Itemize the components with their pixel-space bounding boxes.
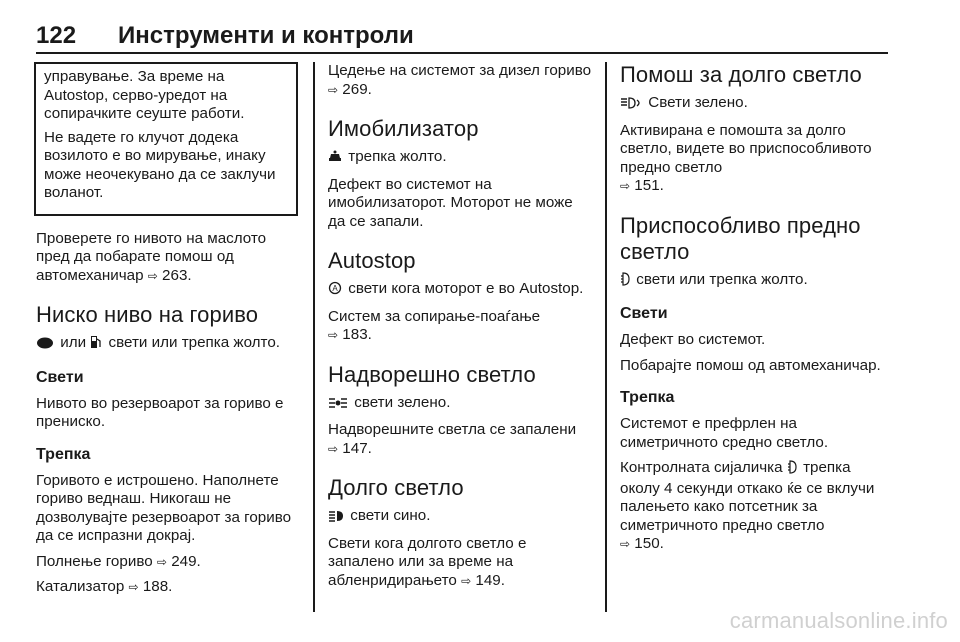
heading-low-fuel: Ниско ниво на гориво (36, 302, 259, 327)
high-beam-assist-icon (620, 96, 642, 115)
reference-arrow-icon: ⇨ (328, 82, 339, 97)
immobilizer-text: Дефект во системот на имобилизаторот. Моторот не може да се запали. (328, 175, 573, 230)
page-ref: 263. (162, 266, 192, 284)
header-rule (36, 52, 888, 54)
column-3 (620, 62, 894, 561)
adaptive-lit-p1: Дефект во системот. (620, 331, 766, 348)
page-header (36, 16, 888, 54)
adaptive-blink-p1: Системот е префрлен на симетричното средно светло. (620, 415, 829, 451)
heading-high-beam-assist: Помош за долго светло (620, 62, 862, 87)
reference-arrow-icon: ⇨ (620, 179, 631, 193)
catalyst-ref: Катализатор ⇨ 188. (36, 578, 173, 595)
adaptive-light-icon (620, 272, 630, 292)
high-beam-ref: Свети кога долгото светло е запалено или за време на абленридирањето ⇨ 149. (328, 534, 527, 589)
high-beam-icon (328, 509, 344, 528)
heading-blink: Трепка (620, 389, 675, 406)
low-fuel-desc: или свети или трепка жолто. (36, 334, 298, 355)
exterior-light-ref: Надворешните светла се запалени ⇨ 147. (328, 421, 577, 457)
note-paragraph-1: управување. За време на Autostop, серво-уредот на сопирачките сеуште работи. (44, 68, 245, 122)
adaptive-light-icon (787, 460, 797, 480)
reference-arrow-icon: ⇨ (328, 441, 339, 456)
autostop-icon (328, 281, 342, 301)
column-1 (36, 62, 298, 604)
diesel-drain-ref: Цедење на системот за дизел гориво ⇨ 269. (328, 62, 592, 98)
reference-arrow-icon: ⇨ (128, 580, 139, 594)
heading-lit: Свети (36, 368, 84, 386)
note-box (34, 62, 298, 216)
assist-ref: Активирана е помошта за долго светло, видете во приспособливото предно светло ⇨ 151. (620, 121, 872, 194)
note-paragraph-2: Не вадете го клучот додека возилото е во мирување, инаку може неочекувано да се заклучи воланот. (44, 128, 276, 201)
column-2 (328, 62, 592, 597)
reference-arrow-icon: ⇨ (461, 573, 472, 588)
fuel-drop-icon (36, 336, 54, 355)
page-number: 122 (36, 22, 77, 49)
reference-arrow-icon: ⇨ (620, 537, 631, 551)
assist-desc: Свети зелено. (620, 94, 894, 115)
heading-exterior-light: Надворешно светло (328, 361, 536, 387)
heading-high-beam: Долго светло (328, 475, 464, 500)
svg-text:A: A (332, 284, 338, 293)
chapter-title: Инструменти и контроли (118, 22, 414, 49)
exterior-light-desc: свети зелено. (328, 394, 592, 415)
oil-check-text: Проверете го нивото на маслото пред да побарате помош од автомеханичар ⇨ 263. (36, 229, 267, 284)
blink-desc: Горивото е истрошено. Наполнете гориво веднаш. Никогаш не дозволувајте резервоарот за гориво да се испразни докрај. (36, 471, 292, 544)
watermark: carmanualsonline.info (729, 608, 948, 633)
car-key-icon (328, 150, 342, 169)
autostop-ref: Систем за сопирање-поаѓање ⇨ 183. (328, 307, 541, 343)
reference-arrow-icon: ⇨ (156, 554, 167, 569)
high-beam-desc: свети сино. (328, 507, 592, 528)
adaptive-blink-p2: Контролната сијаличка трепка околу 4 секунди откако ќе се вклучи палењето како потсетник за симетричното предно светло ⇨ 150. (620, 459, 875, 552)
reference-arrow-icon: ⇨ (328, 328, 339, 342)
lit-desc: Нивото во резервоарот за гориво е прениско. (36, 394, 284, 430)
heading-autostop: Autostop (328, 248, 416, 273)
immobilizer-desc: трепка жолто. (328, 148, 592, 169)
heading-lit: Свети (620, 305, 668, 322)
column-divider-2 (605, 62, 607, 612)
reference-arrow-icon: ⇨ (147, 268, 158, 283)
adaptive-light-desc: свети или трепка жолто. (620, 271, 894, 292)
heading-blink: Трепка (36, 445, 91, 463)
column-divider-1 (313, 62, 315, 612)
heading-adaptive-light: Приспособливо предно светло (620, 212, 861, 264)
refuel-ref: Полнење гориво ⇨ 249. (36, 552, 201, 570)
heading-immobilizer: Имобилизатор (328, 116, 479, 141)
fuel-pump-icon (90, 335, 102, 355)
autostop-desc: A свети кога моторот е во Autostop. (328, 280, 592, 301)
adaptive-lit-p2: Побарајте помош од автомеханичар. (620, 356, 881, 374)
exterior-light-icon (328, 396, 348, 415)
